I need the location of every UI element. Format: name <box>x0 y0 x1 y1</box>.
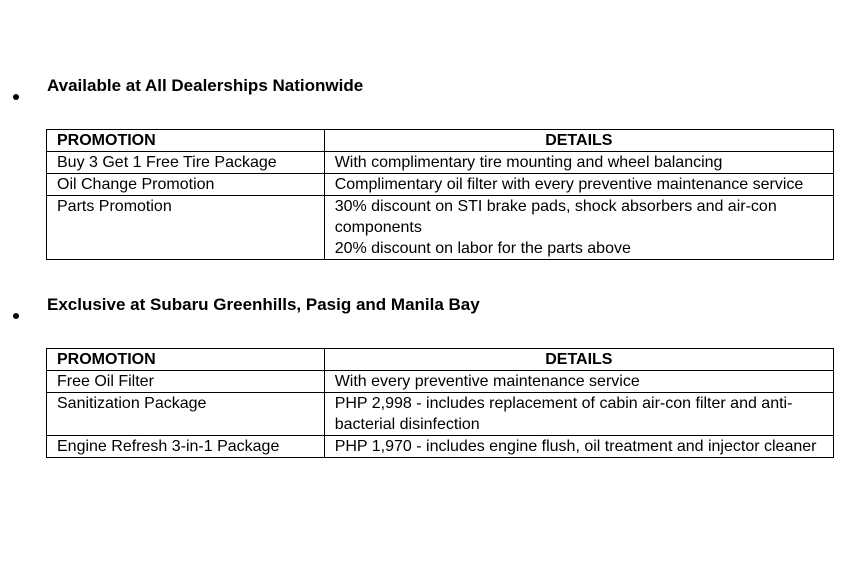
promotions-table-exclusive <box>46 348 834 458</box>
column-header-details: DETAILS <box>324 130 833 152</box>
bullet-icon <box>13 313 19 319</box>
details-cell <box>324 174 833 196</box>
details-line: PHP 1,970 - includes engine flush, oil treatment and injector cleaner <box>334 438 817 455</box>
promotion-cell: Parts Promotion <box>47 196 325 260</box>
promotion-cell: Buy 3 Get 1 Free Tire Package <box>47 152 325 174</box>
column-header-promotion: PROMOTION <box>47 349 325 371</box>
details-line: 20% discount on labor for the parts above <box>334 240 631 257</box>
details-cell <box>324 393 833 436</box>
details-cell <box>324 196 833 260</box>
details-cell <box>324 371 833 393</box>
table-row <box>47 436 834 458</box>
table-row <box>47 152 834 174</box>
table-header-row <box>47 349 834 371</box>
promotion-cell: Oil Change Promotion <box>47 174 325 196</box>
table-header-row <box>47 130 834 152</box>
details-line: PHP 2,998 - includes replacement of cabin air-con filter and anti-bacterial disinfection <box>334 395 793 433</box>
table-row <box>47 174 834 196</box>
promotions-table-nationwide <box>46 129 834 260</box>
promotion-cell: Sanitization Package <box>47 393 325 436</box>
column-header-details: DETAILS <box>324 349 833 371</box>
promotion-cell: Free Oil Filter <box>47 371 325 393</box>
details-cell <box>324 152 833 174</box>
promotion-cell: Engine Refresh 3-in-1 Package <box>47 436 325 458</box>
details-cell <box>324 436 833 458</box>
table-row <box>47 371 834 393</box>
bullet-icon <box>13 94 19 100</box>
details-line: Complimentary oil filter with every preventive maintenance service <box>334 176 804 193</box>
details-line: With every preventive maintenance service <box>334 373 640 390</box>
details-line: With complimentary tire mounting and wheel balancing <box>334 154 723 171</box>
table-row <box>47 393 834 436</box>
table-row <box>47 196 834 260</box>
column-header-promotion: PROMOTION <box>47 130 325 152</box>
details-line: 30% discount on STI brake pads, shock absorbers and air-con components <box>334 198 777 236</box>
